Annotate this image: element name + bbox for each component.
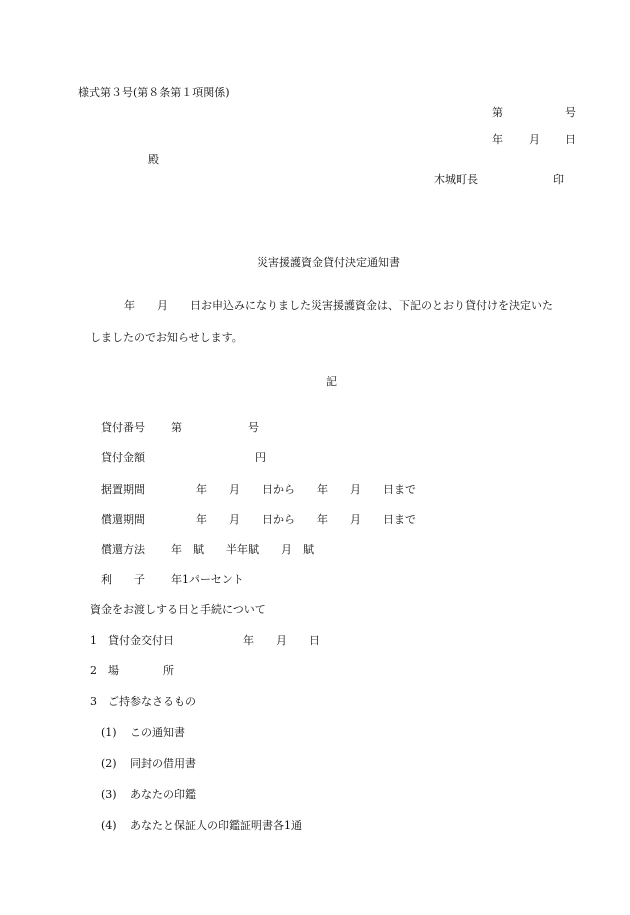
grace-period-label: 据置期間 [101,483,145,496]
addressee-suffix: 殿 [148,153,159,166]
seal-mark: 印 [553,173,564,186]
interest-value: 年1パーセント [171,573,244,586]
grace-period-value: 年 月 日から 年 月 日まで [196,483,416,496]
interest-label: 利 子 [101,573,145,586]
form-number: 様式第３号(第８条第１項関係) [78,86,230,99]
repayment-period-label: 償還期間 [101,513,145,526]
repayment-method-label: 償還方法 [101,543,145,556]
subitem-text: あなたの印鑑 [130,788,196,801]
delivery-date-label: 1 貸付金交付日 [90,634,174,647]
body-line-2: しましたのでお知らせします。 [90,331,243,344]
subitem-text: 同封の借用書 [130,757,196,770]
loan-amount-value: 円 [255,451,266,464]
doc-number-suffix: 号 [565,106,576,119]
date-month: 月 [529,133,540,146]
subitem-num: (4) [101,819,117,832]
place-label: 2 場 所 [90,664,174,677]
date-day: 日 [565,133,576,146]
subitem-text: この通知書 [130,726,185,739]
issuer-name: 木城町長 [434,173,478,186]
bring-items-label: 3 ご持参なさるもの [90,695,196,708]
loan-amount-label: 貸付金額 [101,451,145,464]
loan-number-label: 貸付番号 [101,421,145,434]
subitem-text: あなたと保証人の印鑑証明書各1通 [130,819,302,832]
body-line-1: 年 月 日お申込みになりました災害援護資金は、下記のとおり貸付けを決定いた [124,299,553,312]
subitem-num: (2) [101,757,117,770]
repayment-period-value: 年 月 日から 年 月 日まで [196,513,416,526]
subitem-num: (1) [101,726,117,739]
subitem-num: (3) [101,788,117,801]
ki-heading: 記 [326,375,337,388]
delivery-date-value: 年 月 日 [243,634,320,647]
document-title: 災害援護資金貸付決定通知書 [257,256,400,269]
date-year: 年 [492,133,503,146]
loan-number-value: 第 号 [171,421,259,434]
repayment-method-value: 年 賦 半年賦 月 賦 [171,543,314,556]
procedure-heading: 資金をお渡しする日と手続について [90,603,266,616]
doc-number-prefix: 第 [492,106,503,119]
